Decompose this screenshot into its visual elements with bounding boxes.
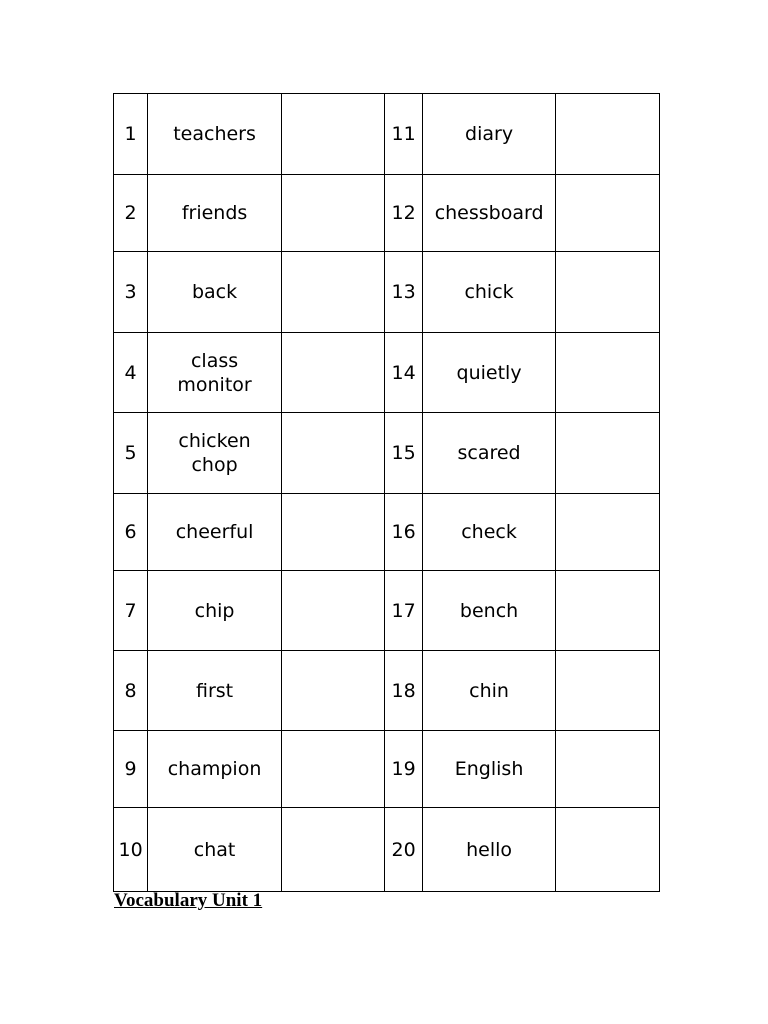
answer-cell[interactable]: [281, 808, 385, 892]
vocab-word: hello: [422, 808, 556, 892]
item-number: 12: [385, 175, 422, 252]
vocab-word: chicken chop: [148, 413, 282, 494]
answer-cell[interactable]: [556, 494, 660, 571]
answer-cell[interactable]: [281, 413, 385, 494]
item-number: 15: [385, 413, 422, 494]
vocab-word: teachers: [148, 94, 282, 175]
vocab-word: cheerful: [148, 494, 282, 571]
table-row: [114, 413, 660, 494]
table-row: [114, 252, 660, 333]
item-number: 10: [114, 808, 148, 892]
item-number: 7: [114, 571, 148, 651]
vocab-word: check: [422, 494, 556, 571]
table-row: [114, 94, 660, 175]
item-number: 20: [385, 808, 422, 892]
answer-cell[interactable]: [556, 252, 660, 333]
vocab-word: diary: [422, 94, 556, 175]
answer-cell[interactable]: [556, 333, 660, 413]
item-number: 11: [385, 94, 422, 175]
answer-cell[interactable]: [281, 333, 385, 413]
item-number: 16: [385, 494, 422, 571]
vocab-word: chessboard: [422, 175, 556, 252]
item-number: 2: [114, 175, 148, 252]
answer-cell[interactable]: [556, 808, 660, 892]
answer-cell[interactable]: [281, 94, 385, 175]
vocab-word: English: [422, 731, 556, 808]
worksheet-caption: Vocabulary Unit 1: [114, 890, 263, 911]
vocab-word: quietly: [422, 333, 556, 413]
item-number: 19: [385, 731, 422, 808]
item-number: 13: [385, 252, 422, 333]
vocab-word: class monitor: [148, 333, 282, 413]
vocab-word: chick: [422, 252, 556, 333]
answer-cell[interactable]: [281, 571, 385, 651]
table-row: [114, 571, 660, 651]
vocab-word: back: [148, 252, 282, 333]
item-number: 3: [114, 252, 148, 333]
vocab-word: friends: [148, 175, 282, 252]
vocab-word: scared: [422, 413, 556, 494]
vocab-word: bench: [422, 571, 556, 651]
answer-cell[interactable]: [281, 494, 385, 571]
table-row: [114, 808, 660, 892]
item-number: 8: [114, 651, 148, 731]
table-row: [114, 651, 660, 731]
item-number: 4: [114, 333, 148, 413]
vocabulary-table: [113, 93, 660, 892]
table-row: [114, 175, 660, 252]
answer-cell[interactable]: [556, 571, 660, 651]
answer-cell[interactable]: [556, 413, 660, 494]
table-row: [114, 494, 660, 571]
item-number: 17: [385, 571, 422, 651]
item-number: 9: [114, 731, 148, 808]
answer-cell[interactable]: [556, 175, 660, 252]
item-number: 5: [114, 413, 148, 494]
answer-cell[interactable]: [281, 175, 385, 252]
item-number: 14: [385, 333, 422, 413]
vocab-word: first: [148, 651, 282, 731]
table-row: [114, 333, 660, 413]
vocab-word: champion: [148, 731, 282, 808]
item-number: 18: [385, 651, 422, 731]
answer-cell[interactable]: [556, 731, 660, 808]
vocab-word: chat: [148, 808, 282, 892]
answer-cell[interactable]: [281, 731, 385, 808]
answer-cell[interactable]: [281, 651, 385, 731]
item-number: 6: [114, 494, 148, 571]
item-number: 1: [114, 94, 148, 175]
answer-cell[interactable]: [556, 651, 660, 731]
table-row: [114, 731, 660, 808]
answer-cell[interactable]: [556, 94, 660, 175]
vocab-word: chip: [148, 571, 282, 651]
answer-cell[interactable]: [281, 252, 385, 333]
vocab-word: chin: [422, 651, 556, 731]
